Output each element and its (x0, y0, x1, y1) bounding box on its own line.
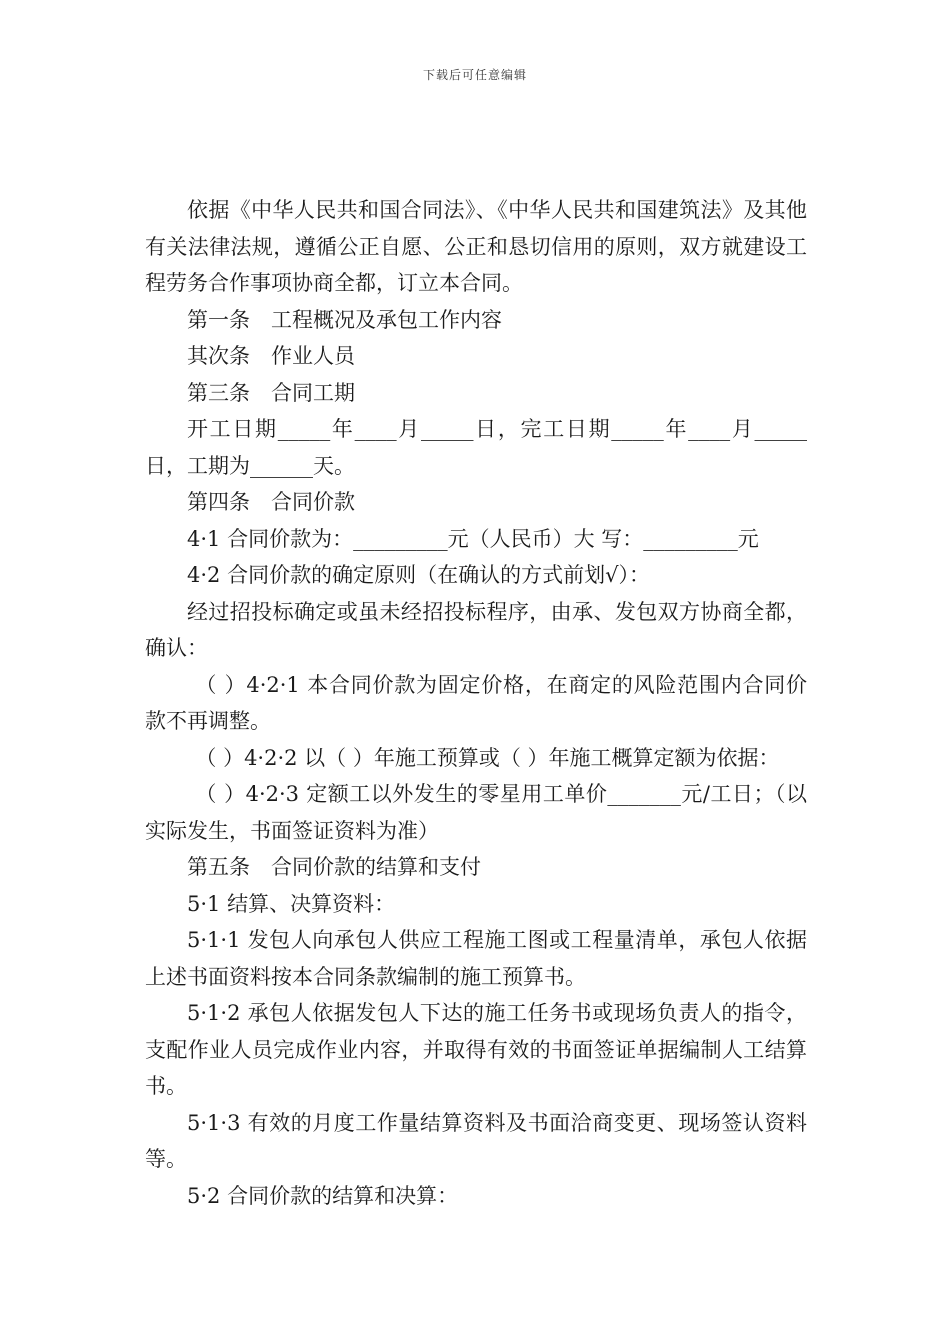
clause-5-1: 5·1 结算、决算资料： (187, 891, 396, 916)
article-4-heading: 第四条 合同价款 (187, 490, 355, 514)
clause-4-2-1: （ ）4·2·1 本合同价款为固定价格，在商定的风险范围内合同价款不再调整。 (145, 672, 807, 733)
clause-4-1: 4·1 合同价款为：_________元（人民币）大 写：_________元 (187, 526, 759, 551)
clause-5-1-3: 5·1·3 有效的月度工作量结算资料及书面洽商变更、现场签认资料等。 (145, 1110, 807, 1171)
clause-5-1-2: 5·1·2 承包人依据发包人下达的施工任务书或现场负责人的指令，支配作业人员完成作业内容，并取得有效的书面签证单据编制人工结算书。 (145, 1001, 807, 1098)
pricing-basis-paragraph: 经过招投标确定或虽未经招投标程序，由承、发包双方协商全都，确认： (145, 599, 807, 660)
clause-5-1-1: 5·1·1 发包人向承包人供应工程施工图或工程量清单，承包人依据上述书面资料按本合同条款编制的施工预算书。 (145, 928, 807, 989)
clause-4-2: 4·2 合同价款的确定原则（在确认的方式前划√）： (187, 563, 650, 587)
document-body (145, 192, 807, 1214)
article-1-heading: 第一条 工程概况及承包工作内容 (187, 307, 502, 332)
clause-4-2-3: （ ）4·2·3 定额工以外发生的零星用工单价_______元/工日；（以实际发生，书面签证资料为准） (145, 782, 807, 843)
work-period-paragraph: 开工日期_____年____月_____日，完工日期_____年____月_____日，工期为______天。 (145, 417, 807, 478)
article-2-heading: 其次条 作业人员 (187, 344, 355, 368)
article-3-heading: 第三条 合同工期 (187, 380, 355, 405)
clause-4-2-2: （ ）4·2·2 以（ ）年施工预算或（ ）年施工概算定额为依据： (195, 745, 780, 770)
intro-paragraph: 依据《中华人民共和国合同法》、《中华人民共和国建筑法》及其他有关法律法规，遵循公正自愿、公正和恳切信用的原则，双方就建设工程劳务合作事项协商全都，订立本合同。 (145, 198, 807, 295)
clause-5-2: 5·2 合同价款的结算和决算： (187, 1183, 459, 1208)
article-5-heading: 第五条 合同价款的结算和支付 (187, 855, 481, 879)
page-header: 下载后可任意编辑 (422, 68, 527, 82)
